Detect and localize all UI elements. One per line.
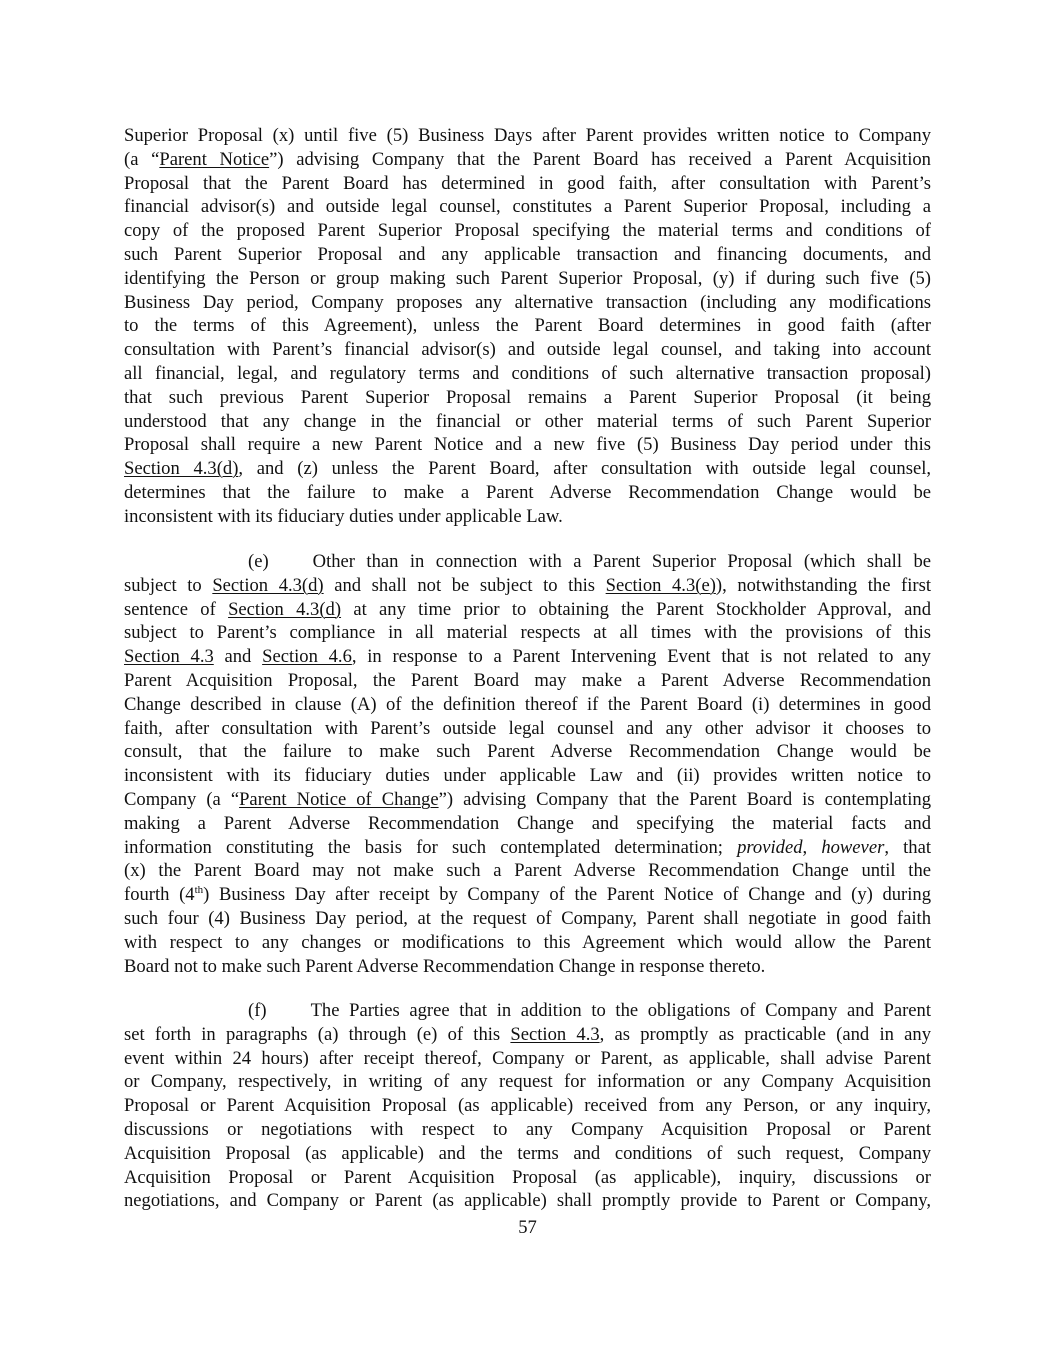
section-reference-link: Section 4.6 bbox=[262, 646, 352, 668]
paragraph-d-continued bbox=[124, 124, 931, 529]
text-line: Proposal shall require a new Parent Notice and a new five (5) Business Day period under this bbox=[124, 434, 931, 456]
text-line: (x) the Parent Board may not make such a Parent Adverse Recommendation Change until the bbox=[124, 860, 931, 882]
text-line: subject to Parent’s compliance in all material respects at all times with the provisions of this bbox=[124, 622, 931, 644]
italic-term: however bbox=[821, 836, 885, 858]
text-line: inconsistent with its fiduciary duties under applicable Law and (ii) provides written notice to bbox=[124, 765, 931, 787]
text-line: event within 24 hours) after receipt thereof, Company or Parent, as applicable, shall advise Parent bbox=[124, 1047, 931, 1069]
section-reference-link: Section 4.3(e) bbox=[605, 574, 716, 596]
section-reference-link: Section 4.3(d) bbox=[212, 574, 324, 596]
text-line: financial advisor(s) and outside legal counsel, constitutes a Parent Superior Proposal, including a bbox=[124, 196, 931, 218]
text-line: Section 4.3 and Section 4.6, in response to a Parent Intervening Event that is not related to any bbox=[124, 646, 931, 668]
section-reference-link: Section 4.3 bbox=[124, 646, 214, 668]
text-line: information constituting the basis for such contemplated determination; provided, however, that bbox=[124, 836, 931, 858]
defined-term-parent-notice: Parent Notice bbox=[159, 148, 270, 170]
text-line: inconsistent with its fiduciary duties under applicable Law. bbox=[124, 505, 563, 527]
text-line: to the terms of this Agreement), unless the Parent Board determines in good faith (after bbox=[124, 315, 931, 337]
text-line: Parent Acquisition Proposal, the Parent Board may make a Parent Adverse Recommendation bbox=[124, 669, 931, 691]
superscript: th bbox=[194, 883, 204, 896]
text-line: Company (a “Parent Notice of Change”) advising Company that the Parent Board is contemplating bbox=[124, 788, 931, 810]
text-line: such Parent Superior Proposal and any applicable transaction and financing documents, and bbox=[124, 243, 931, 265]
text-line: copy of the proposed Parent Superior Proposal specifying the material terms and conditions of bbox=[124, 220, 931, 242]
paragraph-marker: (f) bbox=[248, 1000, 267, 1021]
text-line: making a Parent Adverse Recommendation Change and specifying the material facts and bbox=[124, 812, 931, 834]
text-line: (a “Parent Notice”) advising Company that the Parent Board has received a Parent Acquisition bbox=[124, 148, 931, 170]
text-line: Business Day period, Company proposes any alternative transaction (including any modifications bbox=[124, 291, 931, 313]
italic-term: provided bbox=[737, 836, 803, 858]
text-line: all financial, legal, and regulatory terms and conditions of such alternative transaction proposal) bbox=[124, 362, 931, 384]
defined-term-parent-notice-of-change: Parent Notice of Change bbox=[239, 788, 439, 810]
text-line: Section 4.3(d), and (z) unless the Parent Board, after consultation with outside legal counsel, bbox=[124, 458, 931, 480]
text-line: subject to Section 4.3(d) and shall not be subject to this Section 4.3(e)), notwithstanding the first bbox=[124, 574, 931, 596]
text-line: faith, after consultation with Parent’s outside legal counsel and any other advisor it chooses to bbox=[124, 717, 931, 739]
text-line: understood that any change in the financial or other material terms of such Parent Superior bbox=[124, 410, 931, 432]
text-line: (f) The Parties agree that in addition to the obligations of Company and Parent bbox=[248, 1000, 931, 1021]
text-line: negotiations, and Company or Parent (as applicable) shall promptly provide to Parent or Company, bbox=[124, 1190, 931, 1212]
paragraph-marker: (e) bbox=[248, 551, 269, 572]
section-reference-link: Section 4.3(d) bbox=[124, 458, 239, 480]
text-line: that such previous Parent Superior Proposal remains a Parent Superior Proposal (it being bbox=[124, 386, 931, 408]
text-line: (e) Other than in connection with a Parent Superior Proposal (which shall be bbox=[248, 551, 931, 572]
text-line: sentence of Section 4.3(d) at any time prior to obtaining the Parent Stockholder Approval, and bbox=[124, 598, 931, 620]
text-line: Acquisition Proposal or Parent Acquisition Proposal (as applicable), inquiry, discussions or bbox=[124, 1166, 931, 1188]
text-line: Board not to make such Parent Adverse Recommendation Change in response thereto. bbox=[124, 955, 766, 977]
page-number: 57 bbox=[518, 1217, 537, 1238]
paragraph-f bbox=[124, 999, 931, 1213]
text-line: Superior Proposal (x) until five (5) Business Days after Parent provides written notice to Company bbox=[124, 125, 931, 146]
paragraph-e bbox=[124, 550, 931, 978]
text-line: or Company, respectively, in writing of any request for information or any Company Acquisition bbox=[124, 1071, 931, 1093]
text-line: set forth in paragraphs (a) through (e) of this Section 4.3, as promptly as practicable (and in any bbox=[124, 1023, 931, 1045]
text-line: consult, that the failure to make such Parent Adverse Recommendation Change would be bbox=[124, 741, 931, 763]
text-line: Proposal that the Parent Board has determined in good faith, after consultation with Parent’s bbox=[124, 172, 931, 194]
text-line: Change described in clause (A) of the definition thereof if the Parent Board (i) determines in good bbox=[124, 693, 931, 715]
section-reference-link: Section 4.3(d) bbox=[228, 598, 342, 620]
text-line: fourth (4th) Business Day after receipt by Company of the Parent Notice of Change and (y) during bbox=[124, 883, 931, 906]
text-line: discussions or negotiations with respect to any Company Acquisition Proposal or Parent bbox=[124, 1118, 931, 1140]
text-line: with respect to any changes or modifications to this Agreement which would allow the Parent bbox=[124, 931, 931, 953]
text-line: Acquisition Proposal (as applicable) and the terms and conditions of such request, Company bbox=[124, 1142, 931, 1164]
text-line: Proposal or Parent Acquisition Proposal (as applicable) received from any Person, or any inquiry, bbox=[124, 1095, 931, 1117]
text-line: such four (4) Business Day period, at the request of Company, Parent shall negotiate in good faith bbox=[124, 907, 931, 929]
section-reference-link: Section 4.3 bbox=[510, 1023, 600, 1045]
text-line: identifying the Person or group making such Parent Superior Proposal, (y) if during such five (5) bbox=[124, 267, 931, 289]
text-line: determines that the failure to make a Parent Adverse Recommendation Change would be bbox=[124, 481, 931, 503]
text-line: consultation with Parent’s financial advisor(s) and outside legal counsel, and taking into account bbox=[124, 339, 931, 361]
